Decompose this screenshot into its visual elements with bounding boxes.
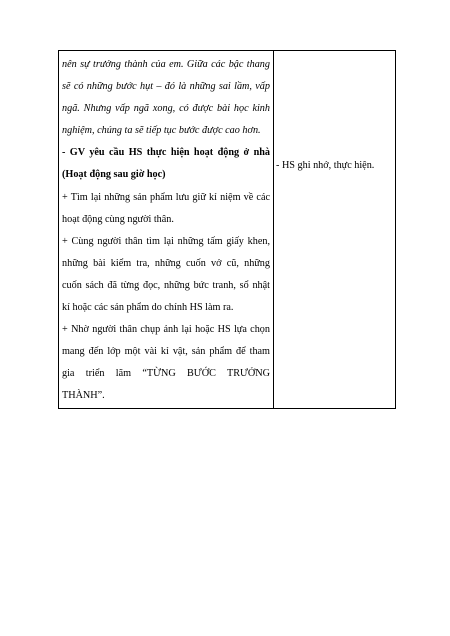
student-note: - HS ghi nhớ, thực hiện. [276, 160, 375, 171]
task-item-line: những bài kiểm tra, những cuốn vở cũ, những [62, 257, 270, 269]
task-item-line: cuốn sách đã từng đọc, những bức tranh, sổ nhật [62, 279, 270, 291]
teacher-activity-cell [59, 51, 274, 409]
lesson-table [58, 50, 396, 409]
homework-subheading: (Hoạt động sau giờ học) [62, 169, 166, 181]
task-item-line: kí hoặc các sản phẩm do chính HS làm ra. [62, 302, 234, 314]
task-item-line: hoạt động cùng người thân. [62, 213, 174, 225]
table-row [59, 51, 396, 409]
task-item-line: + Cùng người thân tìm lại những tấm giấy khen, [62, 235, 270, 247]
student-activity-cell [274, 51, 396, 409]
task-item-line: + Nhờ người thân chụp ảnh lại hoặc HS lựa chọn [62, 324, 270, 336]
task-item-line: + Tìm lại những sản phẩm lưu giữ kỉ niệm về các [62, 191, 270, 203]
intro-line: nghiệm, chúng ta sẽ tiếp tục bước được cao hơn. [62, 125, 261, 137]
intro-line: nên sự trưởng thành của em. Giữa các bậc thang [62, 59, 270, 70]
task-item-line: mang đến lớp một vài kỉ vật, sản phẩm để tham [62, 346, 270, 358]
intro-line: sẽ có những bước hụt – đó là những sai lầm, vấp [62, 81, 270, 93]
task-item-line: THÀNH”. [62, 390, 105, 402]
task-item-line: gia triển lãm “TỪNG BƯỚC TRƯỞNG [62, 368, 270, 380]
homework-heading: - GV yêu cầu HS thực hiện hoạt động ở nhà [62, 147, 270, 159]
intro-line: ngã. Nhưng vấp ngã xong, có được bài học kinh [62, 103, 270, 115]
